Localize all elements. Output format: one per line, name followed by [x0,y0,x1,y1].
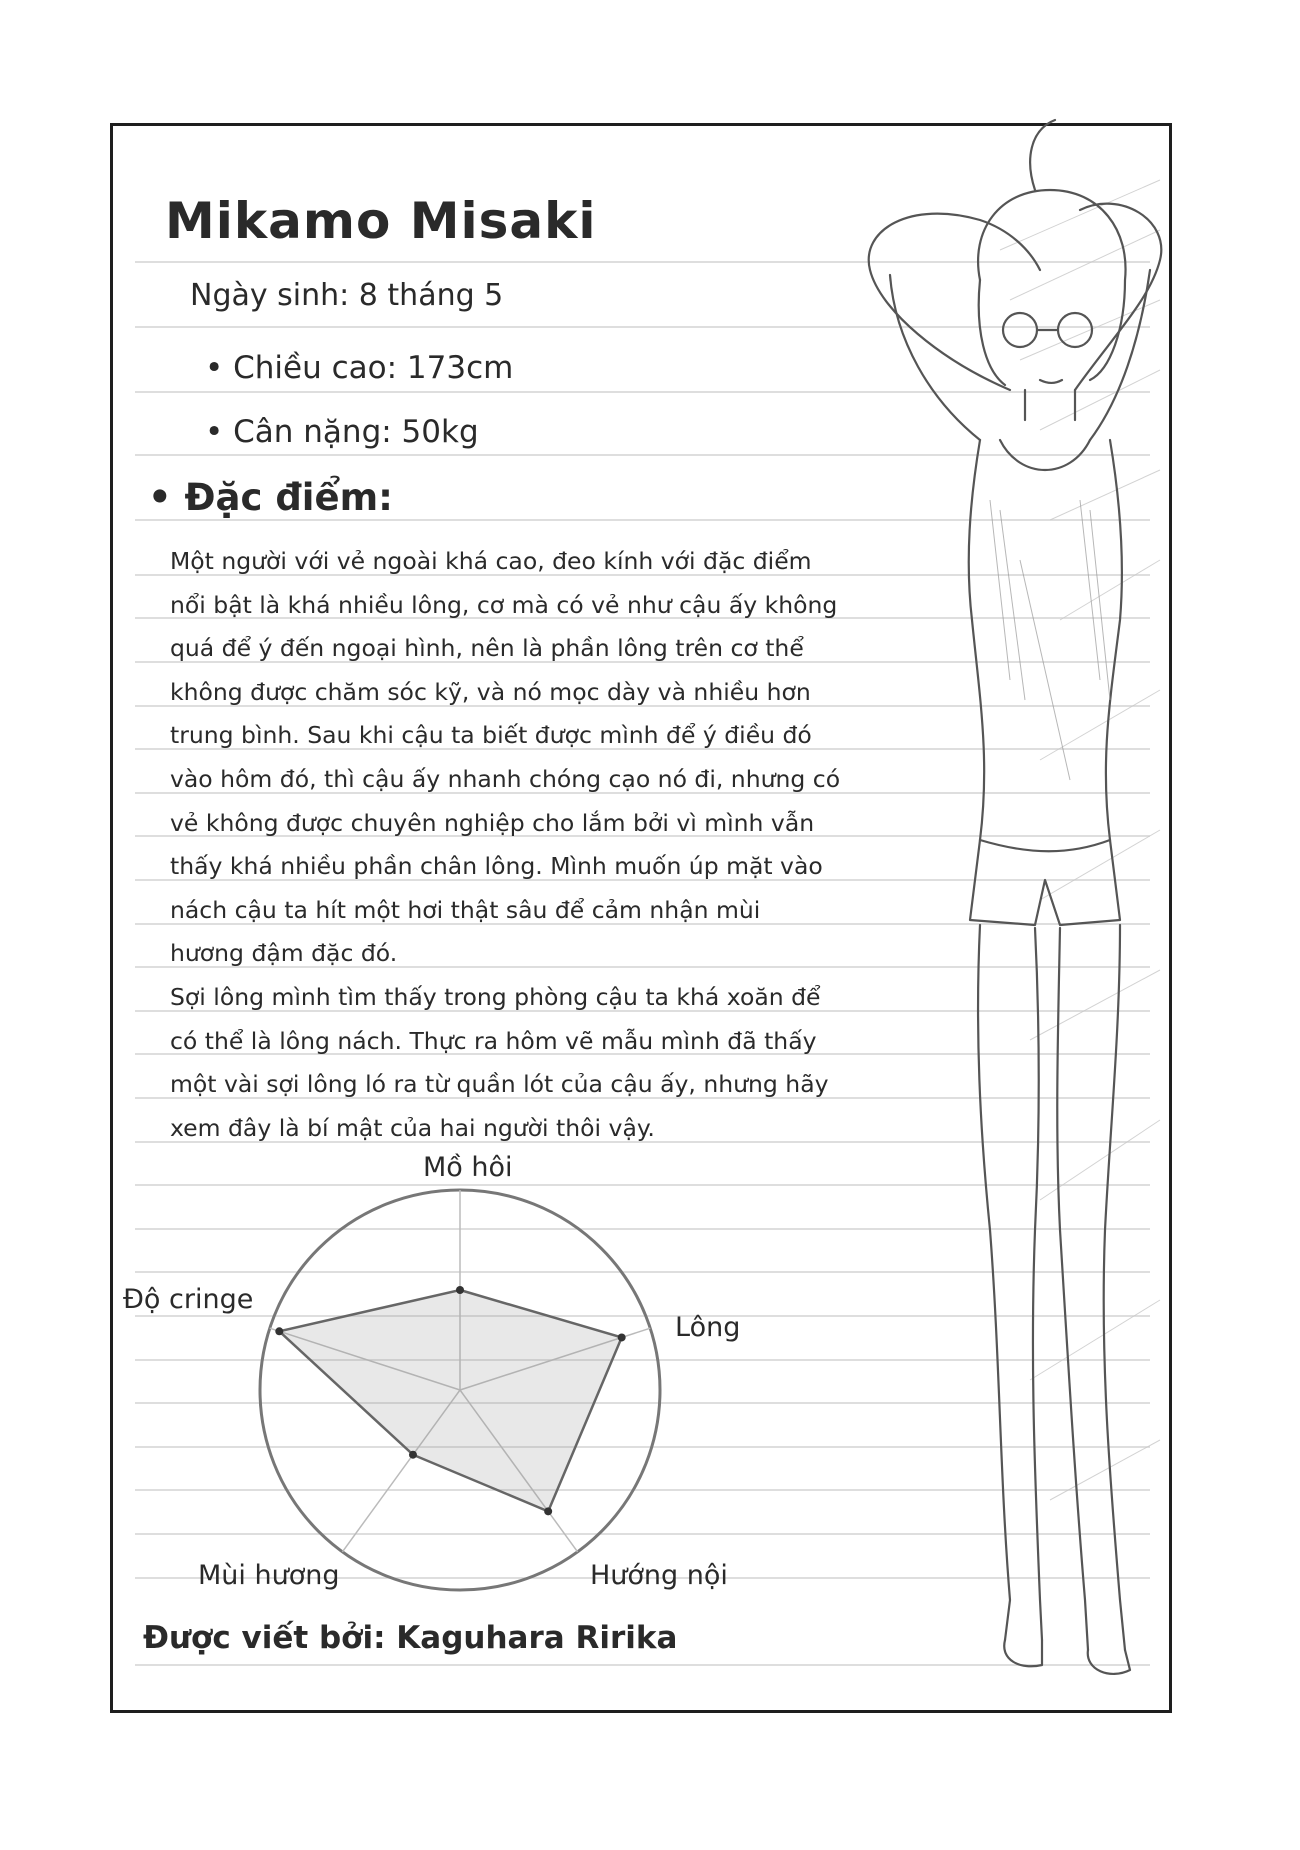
description-line: hương đậm đặc đó. [170,939,398,968]
radar-label-cringe: Độ cringe [123,1284,254,1315]
description-line: vào hôm đó, thì cậu ấy nhanh chóng cạo nó đi, nhưng có [170,764,841,793]
traits-heading: • Đặc điểm: [148,476,393,519]
height-text: • Chiều cao: 173cm [205,350,514,386]
radar-value-point [544,1507,552,1515]
weight-text: • Cân nặng: 50kg [205,414,479,450]
description-line: trung bình. Sau khi cậu ta biết được mình để ý điều đó [170,721,812,750]
description-line: Sợi lông mình tìm thấy trong phòng cậu ta khá xoăn để [170,982,821,1011]
description-line: Một người với vẻ ngoài khá cao, đeo kính với đặc điểm [170,547,812,575]
description-line: nổi bật là khá nhiều lông, cơ mà có vẻ như cậu ấy không [170,590,838,619]
description-line: một vài sợi lông ló ra từ quần lót của cậu ấy, nhưng hãy [170,1070,829,1099]
radar-value-point [456,1286,464,1294]
description-line: xem đây là bí mật của hai người thôi vậy. [170,1113,655,1142]
author-credit: Được viết bởi: Kaguhara Ririka [143,1620,678,1656]
radar-value-point [409,1451,417,1459]
character-name: Mikamo Misaki [165,192,597,250]
description-line: thấy khá nhiều phần chân lông. Mình muốn úp mặt vào [170,852,823,881]
description-line: có thể là lông nách. Thực ra hôm vẽ mẫu mình đã thấy [170,1026,817,1055]
radar-value-point [275,1327,283,1335]
description-line: vẻ không được chuyên nghiệp cho lắm bởi vì mình vẫn [170,808,815,837]
birthday-text: Ngày sinh: 8 tháng 5 [190,278,504,313]
description-line: nách cậu ta hít một hơi thật sâu để cảm nhận mùi [170,895,761,924]
radar-chart [250,1180,670,1600]
radar-label-hair: Lông [675,1312,741,1343]
radar-value-point [618,1333,626,1341]
radar-label-sweat: Mồ hôi [423,1152,513,1183]
radar-value-polygon [279,1290,621,1511]
radar-label-introvert: Hướng nội [590,1560,728,1591]
description-line: quá để ý đến ngoại hình, nên là phần lông trên cơ thể [170,634,804,663]
description-paragraph [170,540,870,1150]
description-line: không được chăm sóc kỹ, và nó mọc dày và nhiều hơn [170,677,811,706]
radar-label-smell: Mùi hương [198,1560,340,1591]
